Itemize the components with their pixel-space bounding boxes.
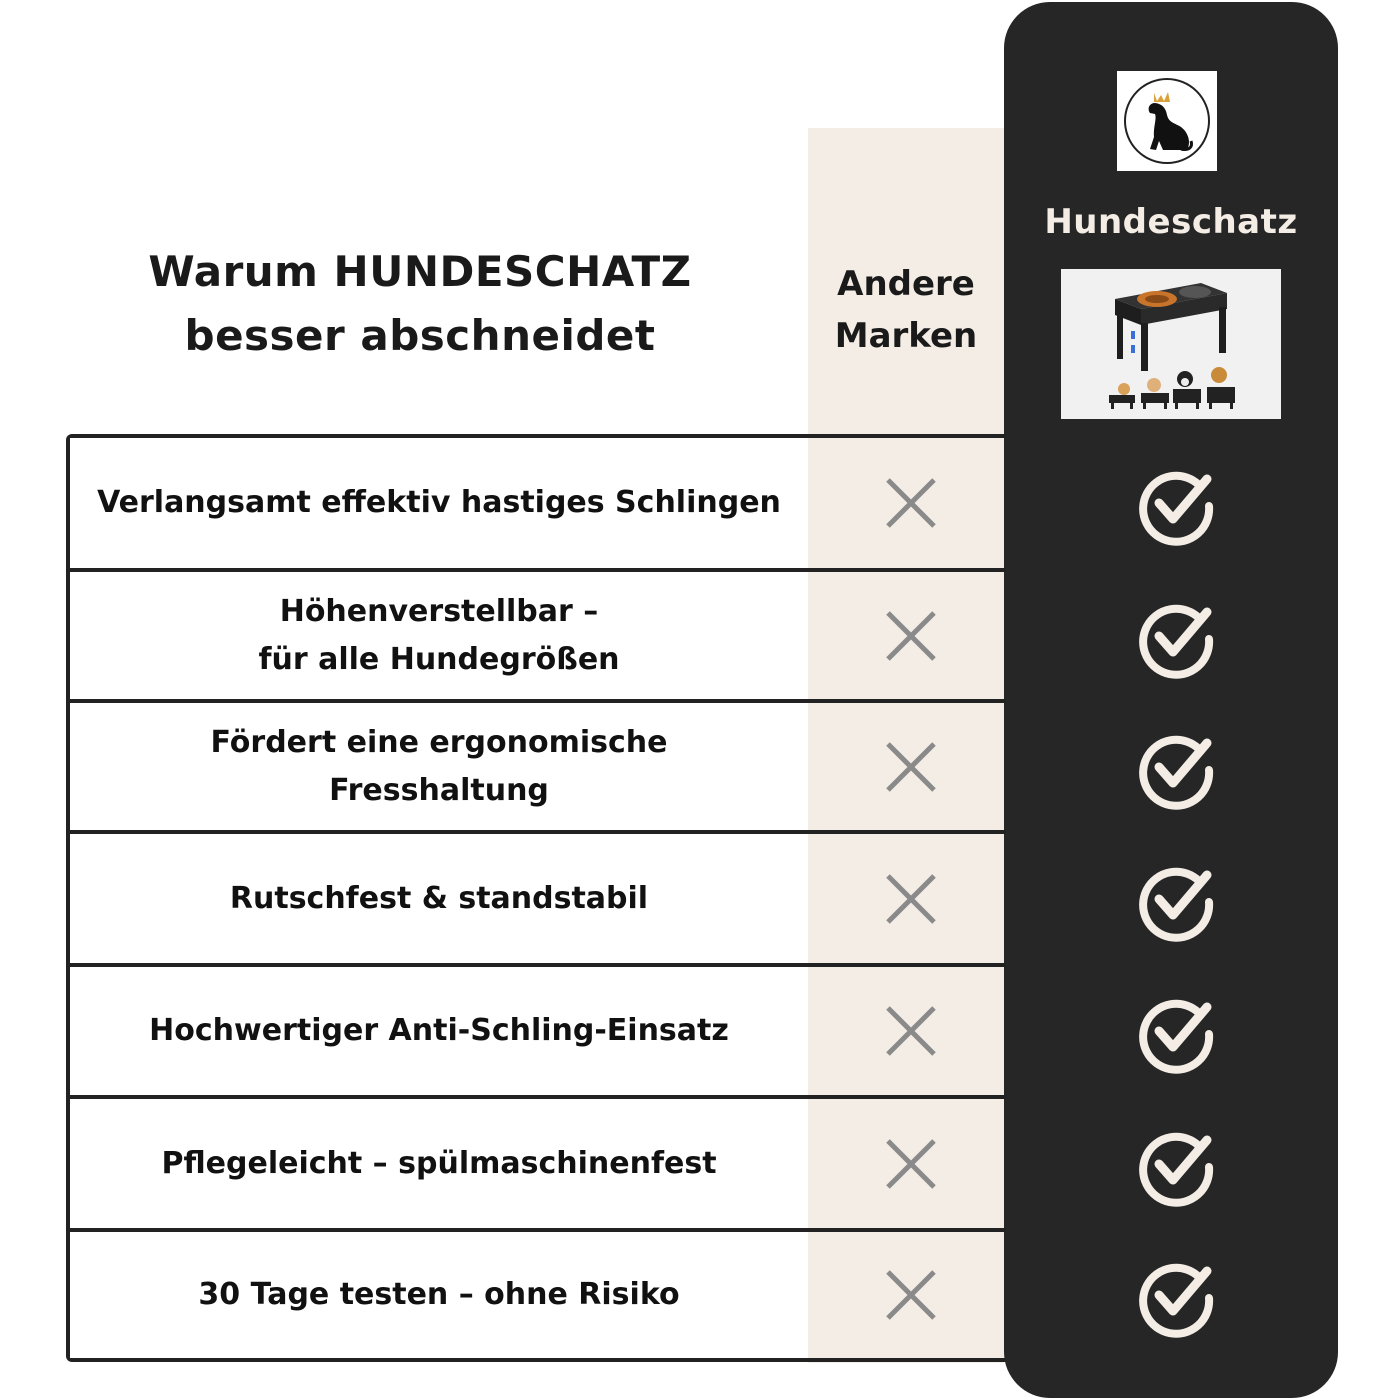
check-circle-icon xyxy=(1133,1124,1219,1210)
row-divider xyxy=(66,963,1006,967)
feature-text: Rutschfest & standstabil xyxy=(229,880,649,916)
row-divider xyxy=(66,699,1006,703)
feature-row-label xyxy=(70,1232,808,1358)
feature-row-label xyxy=(70,834,808,963)
feature-text: 30 Tage testen – ohne Risiko xyxy=(198,1277,680,1312)
hundeschatz-label: Hundeschatz xyxy=(1044,202,1298,242)
row-divider xyxy=(66,1095,1006,1099)
feature-text: Höhenverstellbar – für alle Hundegrößen xyxy=(258,593,620,677)
feature-row-label xyxy=(70,703,808,830)
feature-row-label xyxy=(70,572,808,699)
feature-row-label xyxy=(70,1099,808,1228)
check-circle-icon xyxy=(1133,859,1219,945)
feature-text: Hochwertiger Anti-Schling-Einsatz xyxy=(149,1013,729,1048)
cross-icon xyxy=(876,601,946,671)
check-circle-icon xyxy=(1133,991,1219,1077)
title-line-2: besser abschneidet xyxy=(184,311,656,360)
dog-crown-logo-icon xyxy=(1117,71,1217,171)
cross-icon xyxy=(876,732,946,802)
other-brands-label: Andere Marken xyxy=(834,264,978,356)
cross-icon xyxy=(876,468,946,538)
check-circle-icon xyxy=(1133,596,1219,682)
feature-text: Fördert eine ergonomische Fresshaltung xyxy=(210,724,668,808)
check-circle-icon xyxy=(1133,463,1219,549)
raised-dog-bowl-stand-icon xyxy=(1061,269,1281,419)
feature-row-label xyxy=(70,967,808,1095)
row-divider xyxy=(66,568,1006,572)
feature-text: Verlangsamt effektiv hastiges Schlingen xyxy=(97,485,781,520)
row-divider xyxy=(66,830,1006,834)
cross-icon xyxy=(876,1260,946,1330)
title-line-1: Warum HUNDESCHATZ xyxy=(148,247,692,296)
row-divider xyxy=(66,1228,1006,1232)
cross-icon xyxy=(876,1129,946,1199)
feature-row-label xyxy=(70,438,808,568)
check-circle-icon xyxy=(1133,1255,1219,1341)
cross-icon xyxy=(876,864,946,934)
check-circle-icon xyxy=(1133,727,1219,813)
cross-icon xyxy=(876,996,946,1066)
feature-text: Pflegeleicht – spülmaschinenfest xyxy=(161,1145,717,1181)
page-title xyxy=(60,240,780,368)
